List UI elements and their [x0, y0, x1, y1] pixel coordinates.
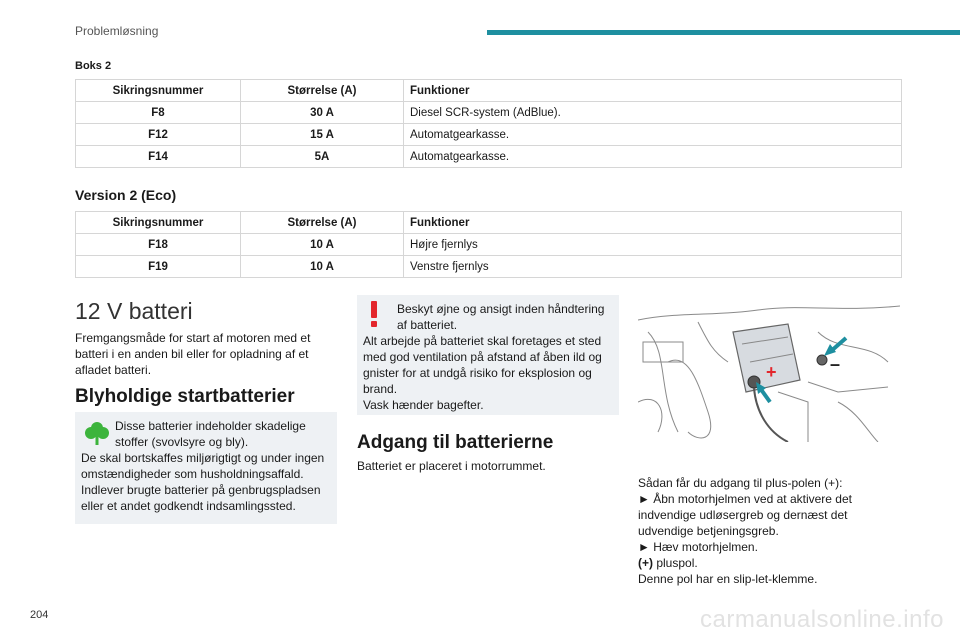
lead-battery-heading: Blyholdige startbatterier [75, 386, 295, 407]
fuse-number: F14 [76, 146, 241, 168]
col-functions: Funktioner [404, 80, 902, 102]
col-size: Størrelse (A) [241, 80, 404, 102]
table-header-row [76, 212, 902, 234]
battery-heading: 12 V batteri [75, 298, 193, 324]
version2-title: Version 2 (Eco) [75, 187, 177, 203]
col-fuse-number: Sikringsnummer [76, 80, 241, 102]
box2-table [75, 79, 902, 168]
step-open-hood: ► Åbn motorhjelmen ved at aktivere det indvendige udløsergreb og dernæst det udvendige betjeningsgreb. [638, 492, 852, 538]
step-raise-hood: ► Hæv motorhjelmen. [638, 540, 758, 554]
col-size: Størrelse (A) [241, 212, 404, 234]
eco-note-rest: De skal bortskaffes miljørigtigt og under ingen omstændigheder som husholdningsaffald. Indlever brugte batterier på genbrugspladsen eller et andet godkendt indsamlingssted. [81, 451, 325, 513]
fuse-function: Automatgearkasse. [404, 124, 902, 146]
fuse-function: Venstre fjernlys [404, 256, 902, 278]
plus-pole-text: pluspol. [653, 556, 698, 570]
table-row [76, 146, 902, 168]
col-fuse-number: Sikringsnummer [76, 212, 241, 234]
eco-note-first: Disse batterier indeholder skadelige stoffer (svovlsyre og bly). [115, 419, 306, 449]
fuse-function: Højre fjernlys [404, 234, 902, 256]
fuse-size: 15 A [241, 124, 404, 146]
eco-note [75, 412, 337, 524]
table-row [76, 124, 902, 146]
plus-terminal-label: + [766, 362, 777, 382]
fuse-number: F19 [76, 256, 241, 278]
warning-exclamation-icon [369, 301, 379, 331]
warning-note [357, 295, 619, 415]
fuse-number: F12 [76, 124, 241, 146]
fuse-size: 10 A [241, 234, 404, 256]
fuse-number: F18 [76, 234, 241, 256]
battery-intro: Fremgangsmåde for start af motoren med et batteri i en anden bil eller for opladning af et afladet batteri. [75, 331, 311, 377]
access-instructions [638, 475, 900, 587]
fuse-number: F8 [76, 102, 241, 124]
header-accent-bar [487, 30, 960, 35]
section-label: Problemløsning [75, 24, 159, 38]
warning-first: Beskyt øjne og ansigt inden håndtering af batteriet. [397, 302, 605, 332]
warning-last: Vask hænder bagefter. [363, 398, 484, 412]
table-row [76, 256, 902, 278]
clamp-text: Denne pol har en slip-let-klemme. [638, 572, 818, 586]
howto-title: Sådan får du adgang til plus-polen (+): [638, 476, 843, 490]
warning-rest: Alt arbejde på batteriet skal foretages et sted med god ventilation på afstand af åben ild og gnister for at undgå risiko for eksplosion og brand. [363, 334, 602, 396]
access-text: Batteriet er placeret i motorrummet. [357, 459, 546, 473]
watermark: carmanualsonline.info [700, 606, 944, 633]
minus-terminal-label: – [830, 354, 841, 374]
battery-location-illustration [638, 292, 900, 442]
fuse-function: Automatgearkasse. [404, 146, 902, 168]
fuse-size: 30 A [241, 102, 404, 124]
table-row [76, 234, 902, 256]
fuse-function: Diesel SCR-system (AdBlue). [404, 102, 902, 124]
col-functions: Funktioner [404, 212, 902, 234]
plus-pole-label: (+) [638, 556, 653, 570]
recycle-leaf-icon [85, 420, 109, 450]
box2-title: Boks 2 [75, 60, 112, 72]
table-row [76, 102, 902, 124]
fuse-size: 5A [241, 146, 404, 168]
access-heading: Adgang til batterierne [357, 432, 554, 453]
page-number: 204 [30, 609, 49, 621]
plus-pole-line [638, 555, 900, 571]
table-header-row [76, 80, 902, 102]
version2-table [75, 211, 902, 278]
fuse-size: 10 A [241, 256, 404, 278]
